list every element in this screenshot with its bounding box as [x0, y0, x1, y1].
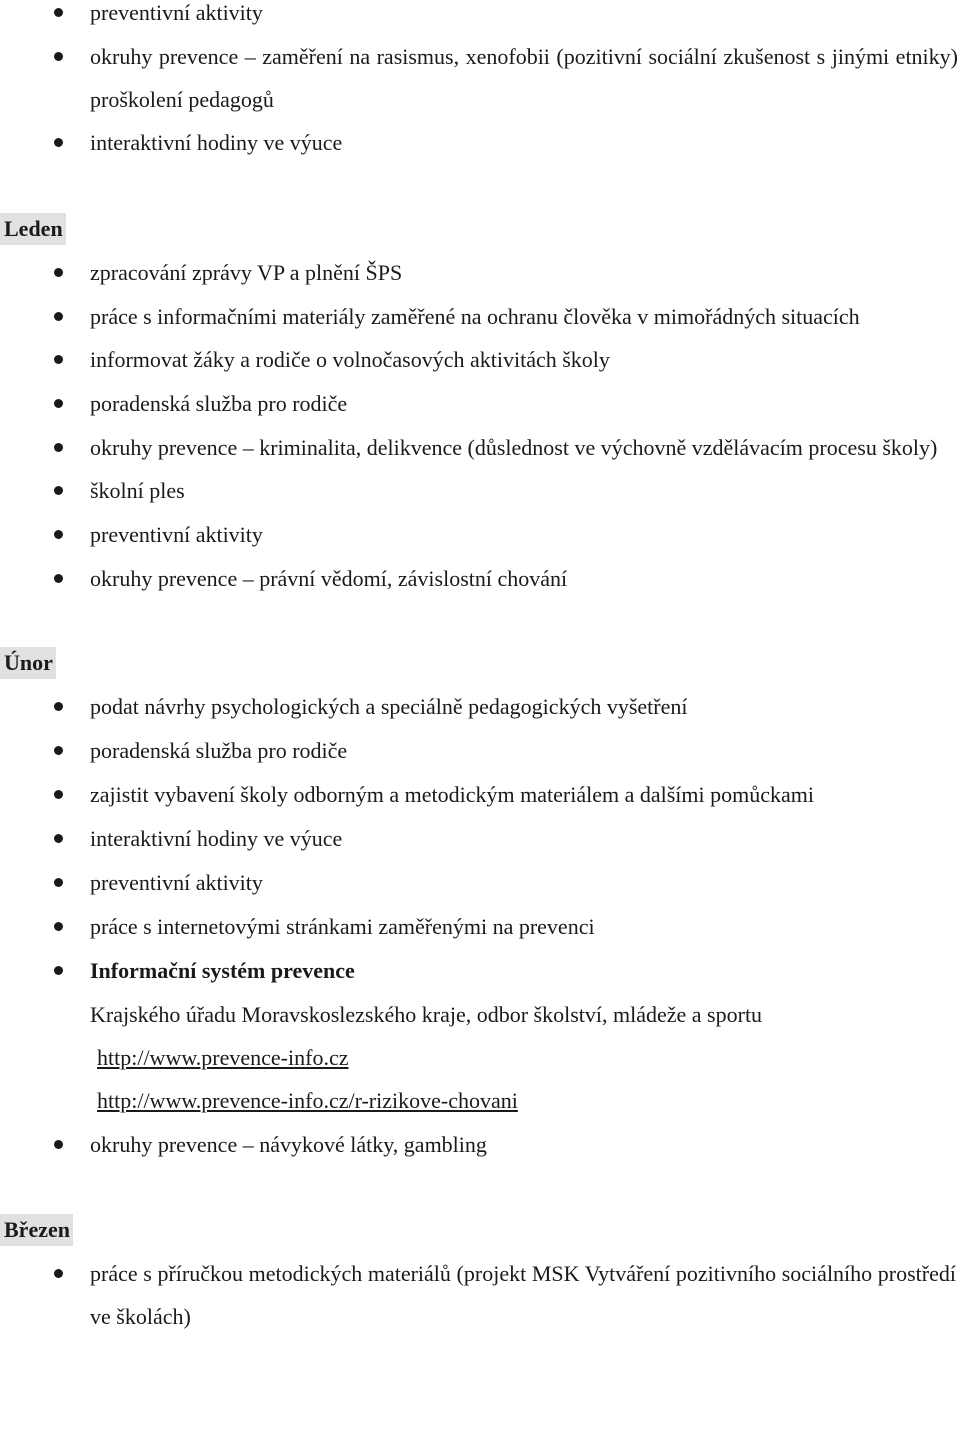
link-row: [0, 1079, 960, 1122]
bullet-icon: [54, 530, 63, 539]
bullet-icon: [54, 52, 63, 61]
bullet-icon: [54, 790, 63, 799]
bullet-icon: [54, 834, 63, 843]
month-heading-row: [0, 641, 960, 685]
list-item: poradenská služba pro rodiče: [0, 382, 960, 426]
bullet-icon: [54, 486, 63, 495]
list-item: práce s příručkou metodických materiálů (projekt MSK Vytváření pozitivního sociálního prostředí ve školách): [0, 1252, 960, 1338]
list-item: preventivní aktivity: [0, 513, 960, 557]
month-heading-unor: Únor: [0, 647, 56, 679]
bullet-icon: [54, 312, 63, 321]
bullet-icon: [54, 443, 63, 452]
info-system-title: Informační systém prevence: [90, 958, 355, 983]
bullet-icon: [54, 702, 63, 711]
month-heading-row: [0, 207, 960, 251]
bullet-icon: [54, 878, 63, 887]
link-row: [0, 1036, 960, 1079]
rizikove-chovani-link[interactable]: http://www.prevence-info.cz/r-rizikove-chovani: [97, 1088, 518, 1113]
list-item: práce s informačními materiály zaměřené na ochranu člověka v mimořádných situacích: [0, 295, 960, 338]
bullet-icon: [54, 355, 63, 364]
list-item: interaktivní hodiny ve výuce: [0, 817, 960, 861]
bullet-list: [0, 0, 960, 165]
list-item: podat návrhy psychologických a speciálně pedagogických vyšetření: [0, 685, 960, 729]
bullet-icon: [54, 1140, 63, 1149]
bullet-list: [0, 1123, 960, 1167]
bullet-icon: [54, 1269, 63, 1278]
list-item: zajistit vybavení školy odborným a metodickým materiálem a dalšími pomůckami: [0, 773, 960, 817]
bullet-list: [0, 1252, 960, 1338]
list-item: školní ples: [0, 469, 960, 513]
list-item: preventivní aktivity: [0, 861, 960, 905]
bullet-icon: [54, 966, 63, 975]
list-item: preventivní aktivity: [0, 0, 960, 35]
bullet-list: [0, 685, 960, 993]
month-heading-leden: Leden: [0, 213, 66, 245]
bullet-icon: [54, 8, 63, 17]
list-item: [0, 949, 960, 993]
list-item: okruhy prevence – kriminalita, delikvence (důslednost ve výchovně vzdělávacím procesu školy): [0, 426, 960, 469]
list-item: informovat žáky a rodiče o volnočasových aktivitách školy: [0, 338, 960, 382]
prevence-info-link[interactable]: http://www.prevence-info.cz: [97, 1045, 349, 1070]
bullet-icon: [54, 399, 63, 408]
list-item: poradenská služba pro rodiče: [0, 729, 960, 773]
bullet-icon: [54, 574, 63, 583]
list-item: okruhy prevence – návykové látky, gambling: [0, 1123, 960, 1167]
bullet-icon: [54, 922, 63, 931]
bullet-list: [0, 251, 960, 601]
month-heading-row: [0, 1208, 960, 1252]
month-heading-brezen: Březen: [0, 1214, 73, 1246]
list-item: zpracování zprávy VP a plnění ŠPS: [0, 251, 960, 295]
info-system-text: Krajského úřadu Moravskoslezského kraje, odbor školství, mládeže a sportu: [90, 1002, 763, 1027]
bullet-icon: [54, 138, 63, 147]
list-item: interaktivní hodiny ve výuce: [0, 121, 960, 165]
list-item: okruhy prevence – právní vědomí, závislostní chování: [0, 557, 960, 601]
bullet-icon: [54, 268, 63, 277]
list-item: okruhy prevence – zaměření na rasismus, xenofobii (pozitivní sociální zkušenost s jinými etniky) proškolení pedagogů: [0, 35, 960, 121]
bullet-icon: [54, 746, 63, 755]
list-item: práce s internetovými stránkami zaměřenými na prevenci: [0, 905, 960, 949]
